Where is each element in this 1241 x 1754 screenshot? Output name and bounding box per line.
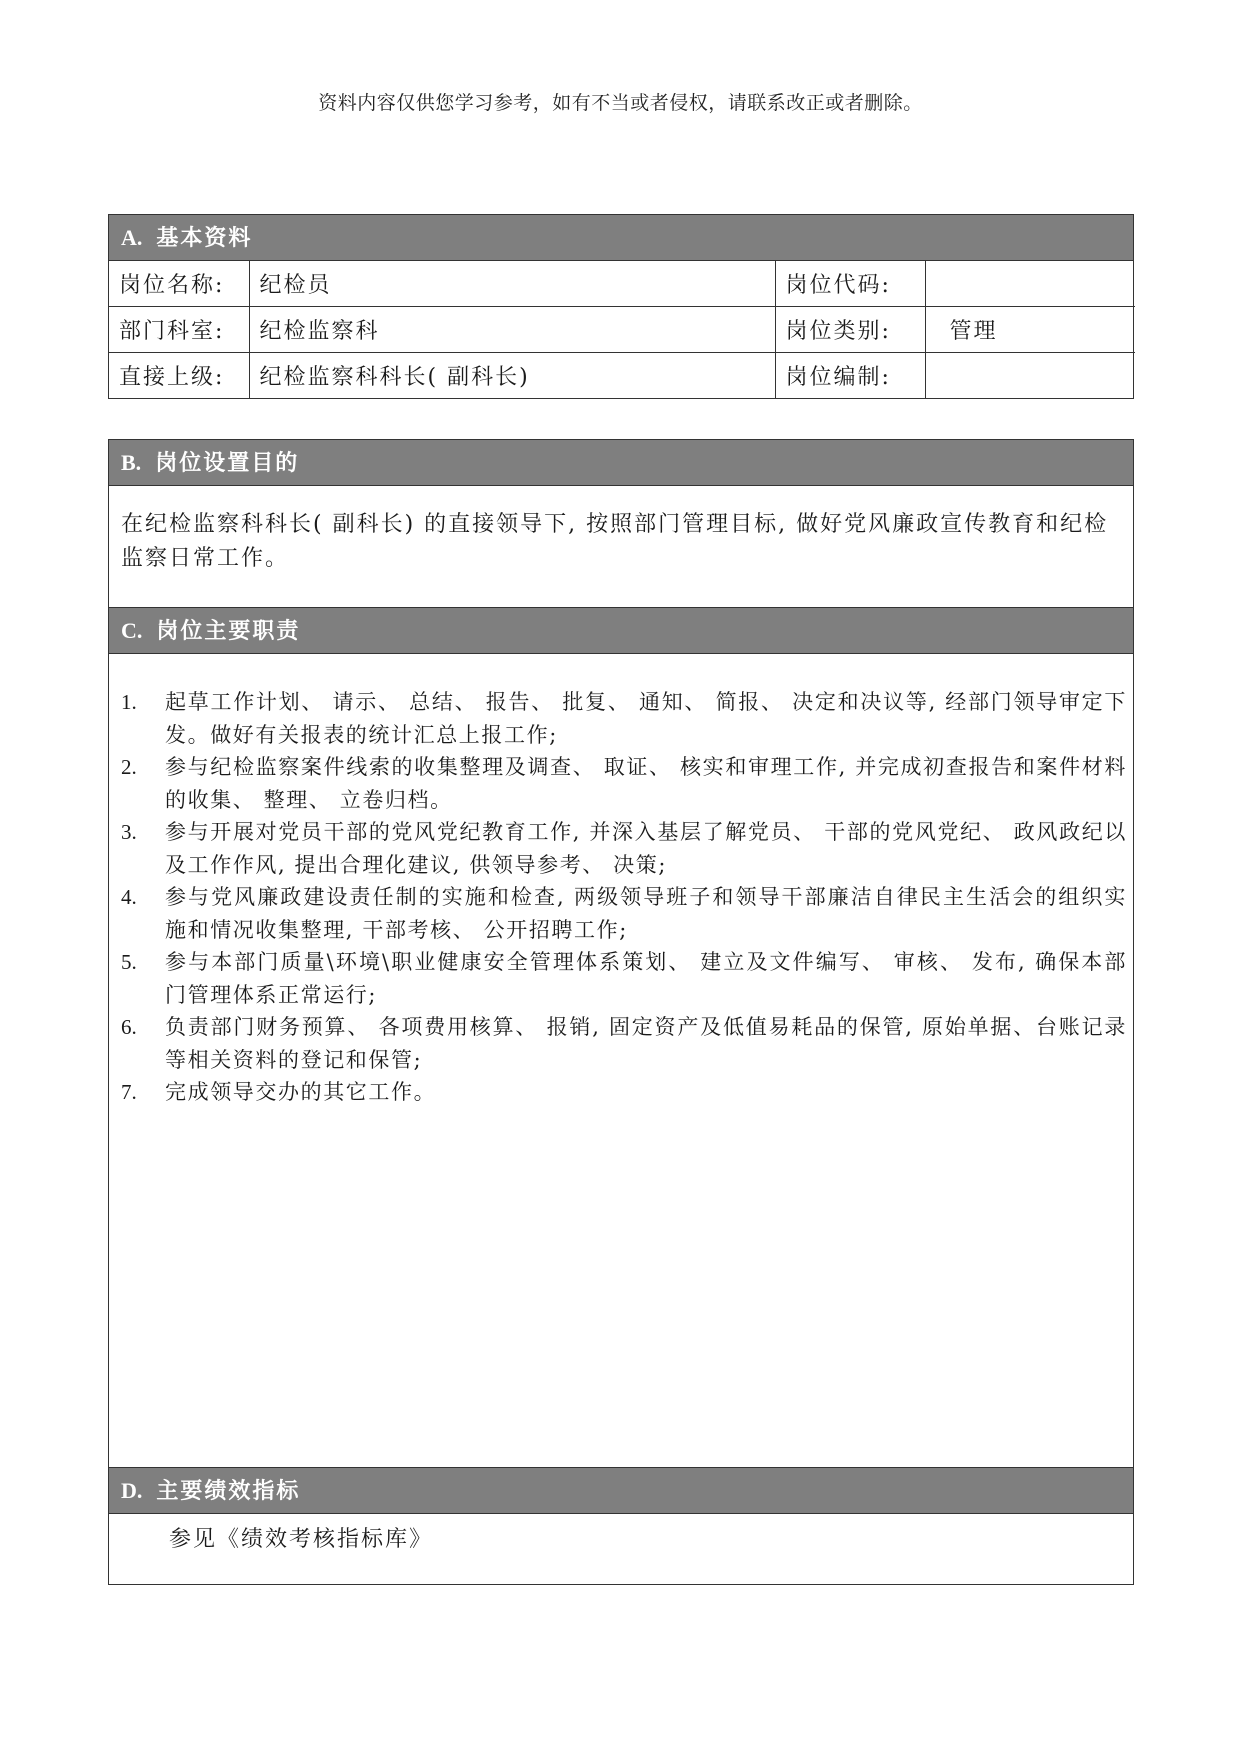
table-row (109, 307, 1135, 353)
section-a-title: 基本资料 (156, 225, 253, 251)
position-category-value: 管理 (925, 307, 1135, 353)
headcount-value (925, 353, 1135, 399)
position-name-label: 岗位名称: (109, 261, 249, 307)
kpi-reference-text: 参见《绩效考核指标库》 (169, 1527, 434, 1552)
duty-text: 参与本部门质量\环境\职业健康安全管理体系策划、 建立及文件编写、 审核、 发布, 确保本部门管理体系正常运行; (165, 950, 1127, 1007)
duty-number: 3. (121, 820, 137, 844)
department-label: 部门科室: (109, 307, 249, 353)
duty-number: 6. (121, 1015, 137, 1039)
position-code-value (925, 261, 1135, 307)
section-d-letter: D. (121, 1478, 143, 1503)
table-row (109, 353, 1135, 399)
list-item (121, 751, 1127, 816)
department-value: 纪检监察科 (249, 307, 775, 353)
section-a-header (109, 215, 1133, 261)
duty-number: 7. (121, 1080, 137, 1104)
duty-number: 2. (121, 755, 137, 779)
supervisor-value: 纪检监察科科长( 副科长) (249, 353, 775, 399)
duty-text: 起草工作计划、 请示、 总结、 报告、 批复、 通知、 简报、 决定和决议等, 经部门领导审定下发。做好有关报表的统计汇总上报工作; (165, 690, 1127, 747)
list-item (121, 816, 1127, 881)
basic-info-table (109, 261, 1135, 398)
duty-text: 参与纪检监察案件线索的收集整理及调查、 取证、 核实和审理工作, 并完成初查报告和案件材料的收集、 整理、 立卷归档。 (165, 755, 1127, 812)
duty-number: 1. (121, 690, 137, 714)
position-code-label: 岗位代码: (775, 261, 925, 307)
duty-number: 4. (121, 885, 137, 909)
list-item (121, 1011, 1127, 1076)
section-c-letter: C. (121, 618, 143, 643)
duty-text: 参与开展对党员干部的党风党纪教育工作, 并深入基层了解党员、 干部的党风党纪、 政风政纪以及工作作风, 提出合理化建议, 供领导参考、 决策; (165, 820, 1127, 877)
position-category-label: 岗位类别: (775, 307, 925, 353)
section-c-header (109, 608, 1133, 654)
supervisor-label: 直接上级: (109, 353, 249, 399)
list-item (121, 1076, 1127, 1109)
position-name-value: 纪检员 (249, 261, 775, 307)
section-b-header (109, 440, 1133, 486)
section-b-title: 岗位设置目的 (155, 450, 300, 476)
duty-number: 5. (121, 950, 137, 974)
section-a-letter: A. (121, 225, 143, 250)
basic-info-section (108, 214, 1134, 399)
duties-list (109, 654, 1133, 1468)
disclaimer-text: 资料内容仅供您学习参考，如有不当或者侵权，请联系改正或者删除。 (318, 92, 923, 114)
section-b-letter: B. (121, 450, 142, 475)
section-c-title: 岗位主要职责 (156, 618, 301, 644)
duty-text: 完成领导交办的其它工作。 (165, 1080, 437, 1104)
table-row (109, 261, 1135, 307)
list-item (121, 946, 1127, 1011)
list-item (121, 686, 1127, 751)
section-d-header (109, 1468, 1133, 1514)
headcount-label: 岗位编制: (775, 353, 925, 399)
position-purpose-text: 在纪检监察科科长( 副科长) 的直接领导下, 按照部门管理目标, 做好党风廉政宣传教育和纪检监察日常工作。 (109, 486, 1133, 608)
section-d-title: 主要绩效指标 (156, 1478, 301, 1504)
duty-text: 参与党风廉政建设责任制的实施和检查, 两级领导班子和领导干部廉洁自律民主生活会的组织实施和情况收集整理, 干部考核、 公开招聘工作; (165, 885, 1127, 942)
position-details-section (108, 439, 1134, 1585)
duty-text: 负责部门财务预算、 各项费用核算、 报销, 固定资产及低值易耗品的保管, 原始单据、台账记录等相关资料的登记和保管; (165, 1015, 1127, 1072)
list-item (121, 881, 1127, 946)
